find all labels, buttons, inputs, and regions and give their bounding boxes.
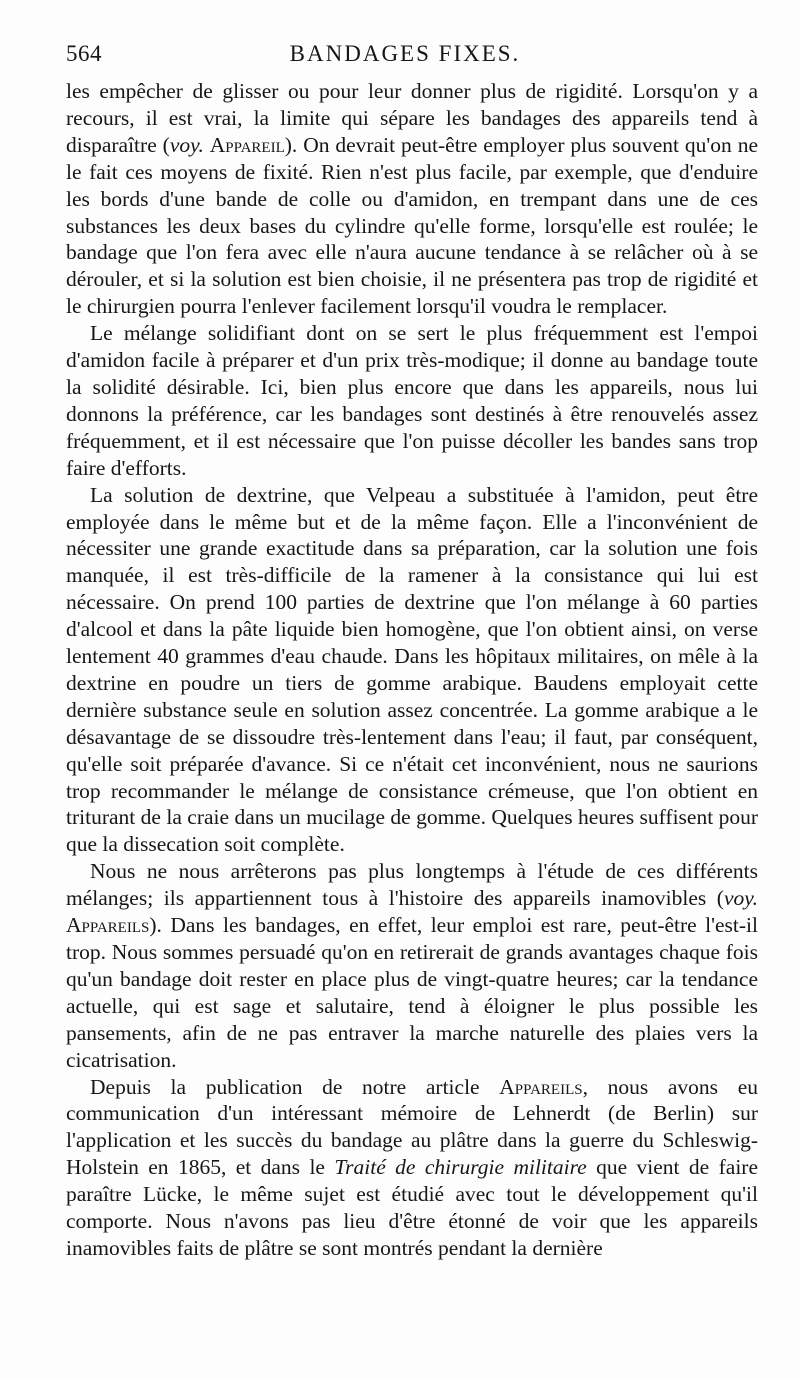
page-header: [66, 38, 744, 70]
small-caps-text: Appareil: [209, 132, 285, 157]
body-text: [66, 78, 758, 1262]
paragraph: [66, 78, 758, 320]
text-segment: que vient de faire paraître Lücke, le même sujet est étudié avec tout le développement qu'il comporte. Nous n'avons pas lieu d'être étonné de voir que les appareils inamovibles faits de plâtre se sont montrés pendant la dernière: [66, 1155, 758, 1260]
text-segment: La solution de dextrine, que Velpeau a substituée à l'amidon, peut être employée dans le même but et de la même façon. Elle a l'inconvénient de nécessiter une grande exactitude dans sa préparation, car la solution une fois manquée, il est très-difficile de la ramener à la consistance qui lui est nécessaire. On prend 100 parties de dextrine que l'on mélange à 60 parties d'alcool et dans la pâte liquide bien homogène, que l'on obtient ainsi, on verse lentement 40 grammes d'eau chaude. Dans les hôpitaux militaires, on mêle à la dextrine en poudre un tiers de gomme arabique. Baudens employait cette dernière substance seule en solution assez concentrée. La gomme arabique a le désavantage de se dissoudre très-lentement dans l'eau; il faut, par conséquent, qu'elle soit préparée d'avance. Si ce n'était cet inconvénient, nous ne saurions trop recommander le mélange de consistance crémeuse, que l'on obtient en triturant de la craie dans un mucilage de gomme. Quelques heures suffisent pour que la dissecation soit complète.: [66, 482, 758, 857]
text-segment: ). On devrait peut-être employer plus souvent qu'on ne le fait ces moyens de fixité. Rien n'est plus facile, par exemple, que d'enduire les bords d'une bande de colle ou d'amidon, en trempant dans une de ces substances les deux bases du cylindre qu'elle forme, lorsqu'elle est roulée; le bandage que l'on fera avec elle n'aura aucune tendance à se relâcher où à se dérouler, et si la solution est bien choisie, il ne présentera pas trop de rigidité et le chirurgien pourra l'enlever facilement lorsqu'il voudra le remplacer.: [66, 132, 759, 319]
text-segment: Depuis la publication de notre article: [90, 1074, 500, 1099]
text-segment: , nous avons eu communication d'un intéressant mémoire de Lehnerdt (de Berlin) sur l'application et les succès du bandage au plâtre dans la guerre du Schleswig-Holstein en 1865, et dans le: [66, 1074, 758, 1180]
small-caps-text: Appareils: [66, 913, 150, 938]
paragraph: [66, 320, 758, 481]
text-segment: ). Dans les bandages, en effet, leur emploi est rare, peut-être l'est-il trop. Nous sommes persuadé qu'on en retirerait de grands avantages chaque fois qu'un bandage doit rester en place plus de vingt-quatre heures; car la tendance actuelle, qui est sage et salutaire, tend à éloigner le plus possible les pansements, afin de ne pas entraver la marche naturelle des plaies vers la cicatrisation.: [66, 913, 758, 1072]
text-segment: Nous ne nous arrêterons pas plus longtemps à l'étude de ces différents mélanges; ils appartiennent tous à l'histoire des appareils inamovibles (: [66, 859, 758, 911]
paragraph: [66, 482, 758, 859]
italic-text: voy.: [723, 886, 758, 911]
text-segment: les empêcher de glisser ou pour leur donner plus de rigidité. Lorsqu'on y a recours, il est vrai, la limite qui sépare les bandages des appareils tend à disparaître (: [66, 79, 758, 157]
paragraph: [66, 858, 758, 1073]
running-title: BANDAGES FIXES.: [289, 41, 521, 66]
text-segment: Le mélange solidifiant dont on se sert le plus fréquemment est l'empoi d'amidon facile à préparer et d'un prix très-modique; il donne au bandage toute la solidité désirable. Ici, bien plus encore que dans les appareils, nous lui donnons la préférence, car les bandages sont destinés à être renouvelés assez fréquemment, et il est nécessaire que l'on puisse décoller les bandes sans trop faire d'efforts.: [66, 321, 758, 480]
small-caps-text: Appareils: [499, 1074, 583, 1099]
italic-text: voy.: [169, 132, 204, 157]
page-number: 564: [66, 41, 102, 66]
paragraph: [66, 1074, 758, 1262]
italic-text: Traité de chirurgie militaire: [334, 1155, 587, 1180]
